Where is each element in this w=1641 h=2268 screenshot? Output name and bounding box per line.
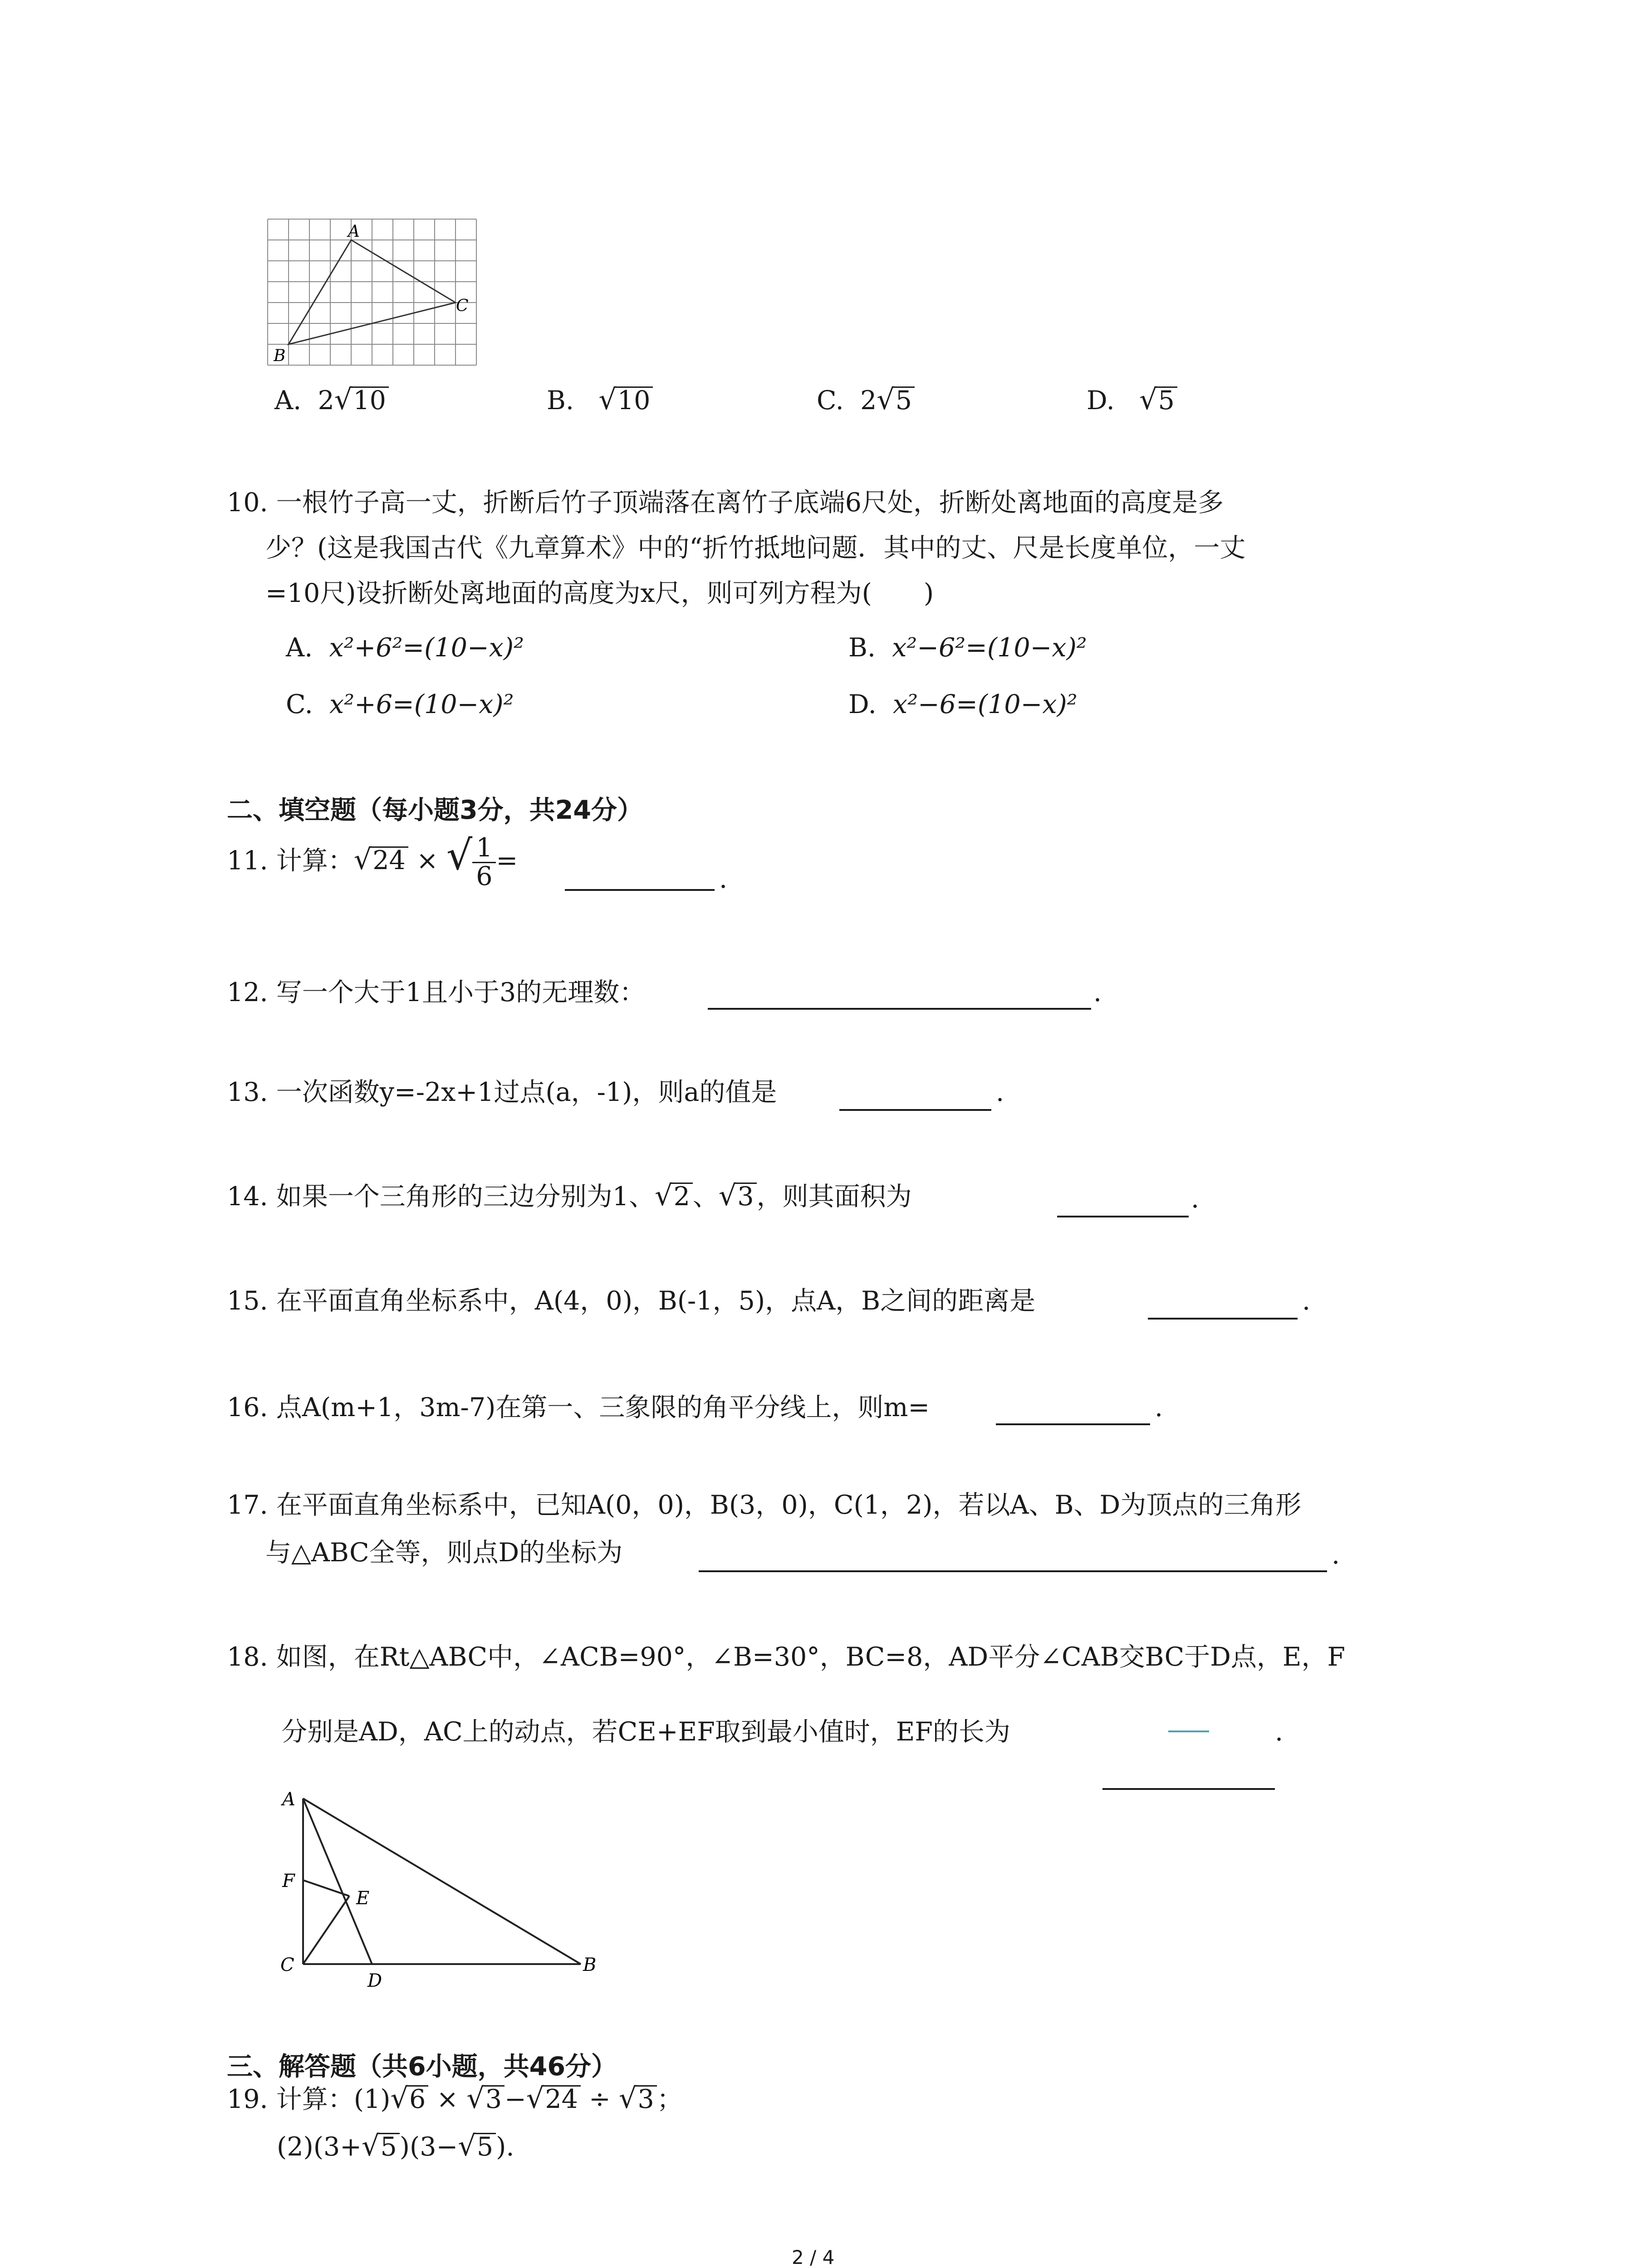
fig-label-d: D — [367, 1970, 382, 1991]
q9-option-d[interactable]: D. √5 — [1087, 386, 1177, 414]
sqrt-fraction: √ $\frac{1}{6}$ — [446, 835, 496, 890]
q14-answer-blank[interactable] — [1057, 1216, 1189, 1217]
q9-option-a[interactable]: A. 2√10 — [274, 386, 389, 414]
sqrt: √3 — [619, 2084, 657, 2112]
fig-label-b: B — [583, 1955, 597, 1975]
q15-answer-blank[interactable] — [1148, 1318, 1298, 1320]
q12: 12. 写一个大于1且小于3的无理数： — [227, 978, 646, 1007]
q10-option-d[interactable]: D. x²−6=(10−x)² — [848, 689, 1078, 719]
segment-ce — [303, 1896, 349, 1964]
fig-label-f: F — [282, 1871, 295, 1892]
q18-line2: 分别是AD，AC上的动点，若CE+EF取到最小值时，EF的长为 — [281, 1717, 1010, 1747]
q9-option-b[interactable]: B. √10 — [547, 386, 653, 414]
q19-part2: (2)(3+√5 )(3−√5 ). — [277, 2129, 514, 2162]
q18-triangle-figure — [272, 1787, 608, 1991]
q18-answer-blank[interactable] — [1102, 1788, 1275, 1790]
q18-period: . — [1275, 1717, 1283, 1747]
q13-period: . — [996, 1077, 1004, 1107]
q10-option-b[interactable]: B. x²−6²=(10−x)² — [848, 633, 1087, 663]
q11-period: . — [719, 864, 728, 894]
q12-answer-blank[interactable] — [708, 1008, 1091, 1010]
fig-label-e: E — [356, 1888, 370, 1909]
q11: 11. 计算：√24 × √ $\frac{1}{6}$ = — [227, 831, 518, 891]
label-b: B — [274, 347, 286, 365]
q18-line1: 18. 如图，在Rt△ABC中，∠ACB=90°，∠B=30°，BC=8，AD平分∠CAB交BC于D点，E，F — [227, 1642, 1346, 1672]
page-number: 2 / 4 — [792, 2246, 835, 2268]
q10-line1: 10. 一根竹子高一丈，折断后竹子顶端落在离竹子底端6尺处，折断处离地面的高度是多 — [227, 488, 1224, 518]
q9-grid-figure — [265, 217, 481, 376]
q10-option-c[interactable]: C. x²+6=(10−x)² — [286, 689, 514, 719]
q13: 13. 一次函数y=-2x+1过点(a，-1)，则a的值是 — [227, 1077, 777, 1107]
sqrt: √10 — [598, 386, 653, 414]
q14: 14. 如果一个三角形的三边分别为1、√2 、√3 ，则其面积为 — [227, 1179, 912, 1212]
sqrt: √24 — [354, 846, 408, 874]
fig-label-a: A — [282, 1789, 295, 1810]
sqrt: √3 — [719, 1182, 757, 1210]
grid-lines — [268, 219, 476, 365]
bisector-ad — [303, 1799, 372, 1964]
q9-option-c[interactable]: C. 2√5 — [817, 386, 915, 414]
q10-line2: 少？(这是我国古代《九章算术》中的“折竹抵地问题．其中的丈、尺是长度单位，一丈 — [265, 533, 1246, 563]
segment-fe — [303, 1880, 349, 1896]
q16: 16. 点A(m+1，3m-7)在第一、三象限的角平分线上，则m= — [227, 1393, 930, 1422]
sqrt: √5 — [458, 2132, 496, 2160]
side-ab — [303, 1799, 581, 1964]
section3-title: 三、解答题（共6小题，共46分） — [227, 2052, 617, 2082]
q12-period: . — [1093, 978, 1102, 1007]
fig-label-c: C — [280, 1955, 294, 1975]
q10-option-a[interactable]: A. x²+6²=(10−x)² — [286, 633, 524, 663]
sqrt: √5 — [877, 386, 915, 414]
sqrt: √24 — [526, 2084, 581, 2112]
sqrt: √6 — [391, 2084, 429, 2112]
q15-period: . — [1302, 1286, 1311, 1316]
q16-period: . — [1155, 1393, 1163, 1422]
q10-line3: =10尺)设折断处离地面的高度为x尺，则可列方程为( ) — [265, 578, 934, 608]
label-a: A — [348, 222, 360, 241]
sqrt: √10 — [334, 386, 389, 414]
q17-answer-blank[interactable] — [699, 1570, 1327, 1572]
answer-mark — [1168, 1730, 1209, 1732]
q17-line2: 与△ABC全等，则点D的坐标为 — [265, 1538, 623, 1568]
sqrt: √5 — [1139, 386, 1177, 414]
q17-period: . — [1332, 1540, 1340, 1570]
q19-part1: 19. 计算：(1)√6 × √3 −√24 ÷ √3 ； — [227, 2082, 683, 2115]
sqrt: √2 — [655, 1182, 693, 1210]
section2-title: 二、填空题（每小题3分，共24分） — [227, 795, 643, 825]
q13-answer-blank[interactable] — [839, 1109, 991, 1111]
q11-answer-blank[interactable] — [565, 889, 715, 891]
sqrt: √3 — [466, 2084, 505, 2112]
q16-answer-blank[interactable] — [996, 1423, 1150, 1425]
q15: 15. 在平面直角坐标系中，A(4，0)，B(-1，5)，点A，B之间的距离是 — [227, 1286, 1036, 1316]
q14-period: . — [1191, 1184, 1200, 1214]
sqrt: √5 — [362, 2132, 400, 2160]
label-c: C — [456, 297, 469, 315]
q17-line1: 17. 在平面直角坐标系中，已知A(0，0)，B(3，0)，C(1，2)，若以A、B、D为顶点的三角形 — [227, 1490, 1302, 1520]
